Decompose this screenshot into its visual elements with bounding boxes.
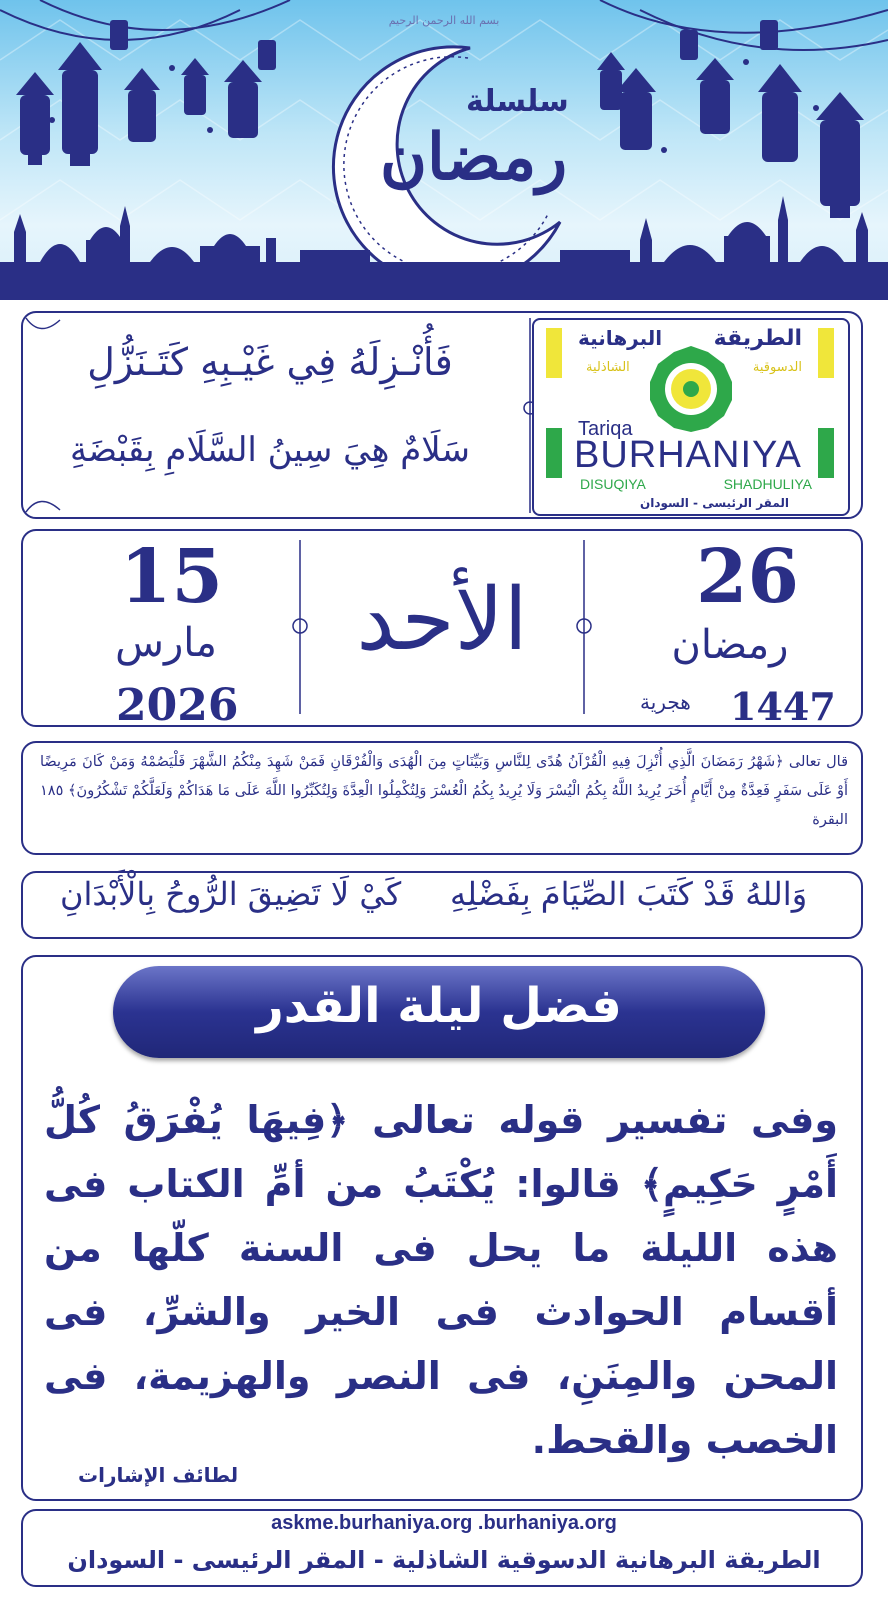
weekday: الأحد	[356, 570, 528, 670]
header-banner	[0, 0, 888, 300]
article-source: لطائف الإشارات	[78, 1463, 239, 1487]
basmala-text: بسم الله الرحمن الرحيم	[388, 14, 500, 27]
poem-line-2: سَلَامٌ هِيَ سِينُ السَّلَامِ بِقَبْضَةِ	[69, 430, 471, 470]
logo-latin-burhaniya: BURHANIYA	[574, 434, 802, 476]
logo-latin-tariqa: Tariqa	[578, 418, 633, 440]
logo-latin-shadhuliya: SHADHULIYA	[723, 476, 812, 492]
article-body: وفى تفسير قوله تعالى ﴿فِيهَا يُفْرَقُ كُلُّ أَمْرٍ حَكِيمٍ﴾ قالوا: يُكْتَبُ من أمِّ الكتاب فى هذه الليلة ما يحل فى السنة كلّها من أقسام الحوادث فى الخير والشرِّ، فى المحن والمِنَنِ، فى النصر والهزيمة، فى الخصب والقحط.	[44, 1098, 838, 1462]
logo-emblem-icon	[646, 344, 736, 434]
hijri-suffix: هجرية	[640, 690, 691, 714]
logo-latin-disuqiya: DISUQIYA	[580, 476, 646, 492]
logo-yellow-bar-left	[546, 328, 562, 378]
article-title-banner	[113, 966, 765, 1058]
poem-line-1: فَأُنْـزِلَهُ فِي غَيْـبِهِ كَتَـنَزُّلِ	[87, 340, 453, 384]
footer-urls[interactable]: askme.burhaniya.org .burhaniya.org	[271, 1512, 617, 1534]
burhaniya-logo	[532, 318, 850, 516]
gregorian-day: 15	[120, 534, 223, 620]
series-label: سلسلة	[466, 84, 569, 119]
logo-green-bar-left	[546, 428, 562, 478]
logo-word-tariqa: الطريقة	[713, 326, 802, 351]
hijri-month: رمضان	[671, 622, 789, 668]
logo-green-bar-right	[818, 428, 834, 478]
hijri-day: 26	[696, 534, 799, 620]
logo-word-disuqiya: الدسوقية	[752, 360, 802, 375]
logo-hq-label: المقر الرئيسى - السودان	[640, 496, 789, 510]
gregorian-year: 2026	[116, 680, 239, 731]
logo-word-burhaniya: البرهانية	[578, 326, 663, 350]
article-title: فضل ليلة القدر	[256, 978, 622, 1034]
logo-yellow-bar-right	[818, 328, 834, 378]
gregorian-month: مارس	[115, 620, 217, 666]
logo-word-shadhuliya: الشاذلية	[586, 360, 630, 375]
quran-verse: قال تعالى ﴿شَهْرُ رَمَضَانَ الَّذِي أُنْزِلَ فِيهِ الْقُرْآنُ هُدًى لِلنَّاسِ وَبَيِّنَاتٍ مِنَ الْهُدَى وَالْفُرْقَانِ فَمَنْ شَهِدَ مِنْكُمُ الشَّهْرَ فَلْيَصُمْهُ وَمَنْ كَانَ مَرِيضًا أَوْ عَلَى سَفَرٍ فَعِدَّةٌ مِنْ أَيَّامٍ أُخَرَ يُرِيدُ اللَّهُ بِكُمُ الْيُسْرَ وَلَا يُرِيدُ بِكُمُ الْعُسْرَ وَلِتُكْمِلُوا الْعِدَّةَ وَلِتُكَبِّرُوا اللَّهَ عَلَى مَا هَدَاكُمْ وَلَعَلَّكُمْ تَشْكُرُونَ﴾ ١٨٥ البقرة	[40, 754, 848, 828]
footer-org: الطريقة البرهانية الدسوقية الشاذلية - المقر الرئيسى - السودان	[67, 1546, 821, 1574]
ramadan-title: رمضان	[380, 120, 568, 195]
hijri-year: 1447	[730, 684, 836, 729]
poem2-right: وَاللهُ قَدْ كَتَبَ الصِّيَامَ بِفَضْلِهِ	[450, 875, 808, 913]
poem2-left: كَيْ لَا تَضِيقَ الرُّوحُ بِالْأَبْدَانِ	[60, 875, 402, 913]
